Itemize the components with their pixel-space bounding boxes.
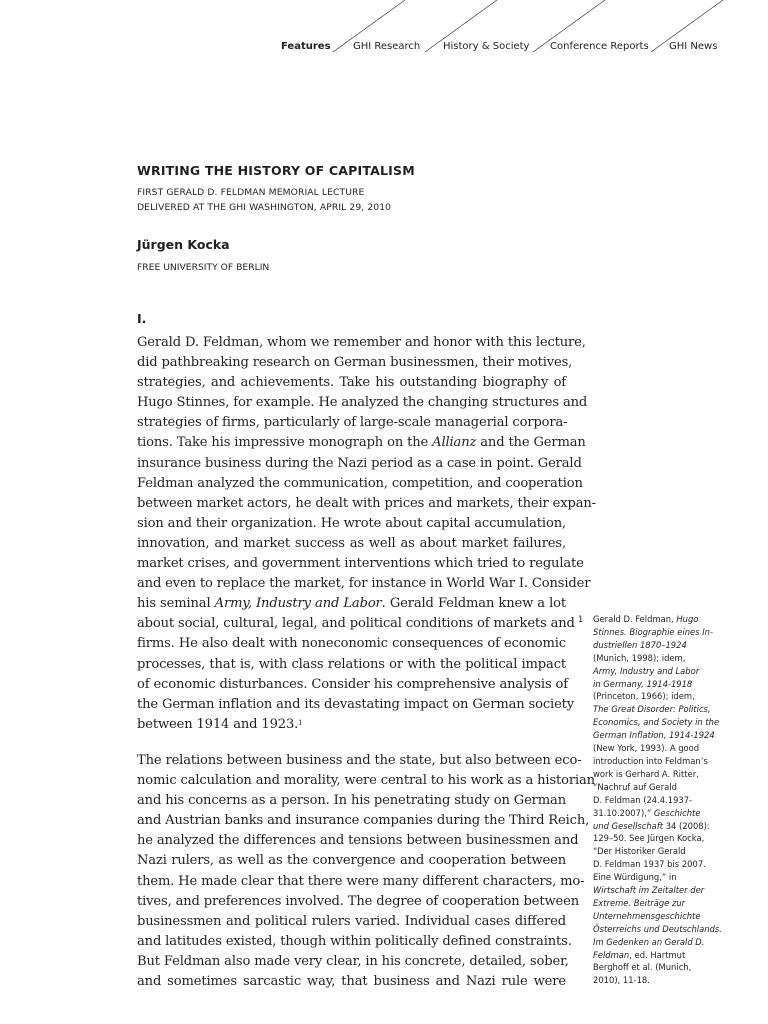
footnote-line: (New York, 1993). A good [593, 743, 700, 754]
paragraph-line: between 1914 and 1923.$^1$ [137, 716, 303, 732]
paragraph-line: strategies of firms, particularly of large-scale managerial corpora- [137, 415, 568, 431]
footnote-line: und Gesellschaft 34 (2008): [593, 820, 710, 831]
footnote-line: in Germany, 1914-1918 [593, 678, 693, 689]
author-name: Jürgen Kocka [137, 237, 230, 252]
footnote-line: 129–50. See Jürgen Kocka, [593, 833, 705, 844]
footnote-line: Österreichs und Deutschlands. [593, 923, 722, 934]
nav-item-conference-reports[interactable]: Conference Reports [550, 41, 649, 52]
footnote-line: D. Feldman 1937 bis 2007. [593, 859, 706, 870]
footnote-line: Extreme. Beiträge zur [593, 897, 686, 908]
footnote-line: 2010), 11-18. [593, 975, 650, 986]
footnote-line: Economics, and Society in the [593, 717, 720, 728]
footnote-line: Unternehmensgeschichte [593, 910, 701, 921]
paragraph-line: about social, cultural, legal, and political conditions of markets and [137, 616, 575, 632]
paragraph-line: sion and their organization. He wrote about capital accumulation, [137, 515, 566, 531]
paragraph-line: and his concerns as a person. In his penetrating study on German [137, 793, 566, 809]
footnote-line: (Munich, 1998); idem, [593, 652, 686, 663]
footnote-line: Stinnes. Biographie eines In- [593, 626, 714, 637]
paragraph-line: the German inflation and its devastating impact on German society [137, 696, 575, 712]
paragraph-line: strategies, and achievements. Take his outstanding biography of [137, 375, 566, 391]
body-paragraph-2 [137, 751, 595, 992]
footnote-line: introduction into Feldman’s [593, 755, 708, 766]
footnote-line: “Der Historiker Gerald [593, 846, 686, 857]
footnote-line: The Great Disorder: Politics, [593, 704, 711, 715]
article-subtitle-lecture: FIRST GERALD D. FELDMAN MEMORIAL LECTURE [137, 187, 365, 198]
paragraph-line: nomic calculation and morality, were central to his work as a historian [137, 773, 595, 789]
paragraph-line: between market actors, he dealt with prices and markets, their expan- [137, 495, 596, 511]
paragraph-line: market crises, and government interventions which tried to regulate [137, 556, 584, 572]
footnote-line: Feldman, ed. Hartmut [593, 949, 686, 960]
paragraph-line: Nazi rulers, as well as the convergence and cooperation between [137, 853, 566, 869]
paragraph-line: of economic disturbances. Consider his comprehensive analysis of [137, 676, 568, 692]
paragraph-line: and Austrian banks and insurance companies during the Third Reich, [137, 813, 590, 829]
paragraph-line: processes, that is, with class relations or with the political impact [137, 656, 566, 672]
footnote-line: 31.10.2007),” Geschichte [593, 807, 701, 818]
footnote-reference[interactable]: 1 [298, 718, 303, 727]
footnote-line: Army, Industry and Labor [593, 665, 700, 676]
paragraph-line: Feldman analyzed the communication, competition, and cooperation [137, 475, 583, 491]
nav-divider-lines [0, 0, 768, 70]
footnote-line: dustriellen 1870–1924 [593, 639, 687, 650]
footnote-line: Berghoff et al. (Munich, [593, 962, 692, 973]
author-affiliation: FREE UNIVERSITY OF BERLIN [137, 262, 270, 273]
paragraph-line: them. He made clear that there were many different characters, mo- [137, 873, 585, 889]
footnote-line: Wirtschaft im Zeitalter der [593, 885, 705, 896]
footnote-line: “Nachruf auf Gerald [593, 781, 677, 792]
footnote-line: Gerald D. Feldman, Hugo [593, 614, 699, 624]
paragraph-line: he analyzed the differences and tensions between businessmen and [137, 833, 579, 849]
nav-item-ghi-news[interactable]: GHI News [669, 41, 718, 52]
paragraph-line: tives, and preferences involved. The degree of cooperation between [137, 893, 580, 909]
article-title: WRITING THE HISTORY OF CAPITALISM [137, 163, 415, 178]
footnote-number: 1 [578, 614, 584, 624]
paragraph-line: Hugo Stinnes, for example. He analyzed the changing structures and [137, 395, 588, 411]
footnote-line: Eine Würdigung,” in [593, 872, 677, 883]
nav-item-features[interactable]: Features [281, 41, 331, 52]
body-paragraph-1 [137, 333, 596, 735]
section-heading: I. [137, 311, 147, 326]
paragraph-line: tions. Take his impressive monograph on the Allianz and the German [137, 435, 586, 451]
paragraph-line: Gerald D. Feldman, whom we remember and honor with this lecture, [137, 335, 586, 350]
footnote-line: D. Feldman (24.4.1937- [593, 794, 693, 805]
paragraph-line: The relations between business and the state, but also between eco- [137, 753, 582, 768]
paragraph-line: But Feldman also made very clear, in his concrete, detailed, sober, [137, 953, 569, 969]
paragraph-line: businessmen and political rulers varied. Individual cases differed [137, 913, 566, 929]
paragraph-line: insurance business during the Nazi period as a case in point. Gerald [137, 455, 582, 471]
paragraph-line: firms. He also dealt with noneconomic consequences of economic [137, 636, 566, 652]
paragraph-line: innovation, and market success as well as about market failures, [137, 535, 566, 551]
nav-item-history-society[interactable]: History & Society [443, 41, 530, 52]
footnote-text [593, 613, 733, 987]
paragraph-line: did pathbreaking research on German businessmen, their motives, [137, 355, 573, 371]
nav-item-ghi-research[interactable]: GHI Research [353, 41, 421, 52]
paragraph-line: and even to replace the market, for instance in World War I. Consider [137, 576, 591, 592]
paragraph-line: and sometimes sarcastic way, that business and Nazi rule were [137, 974, 566, 990]
article-subtitle-venue: DELIVERED AT THE GHI WASHINGTON, APRIL 29, 2010 [137, 202, 392, 213]
footnote-line: Im Gedenken an Gerald D. [593, 936, 705, 947]
footnote-line: German Inflation, 1914-1924 [593, 730, 715, 741]
footnote-line: work is Gerhard A. Ritter, [593, 768, 699, 779]
top-navigation [0, 0, 768, 70]
paragraph-line: and latitudes existed, though within politically defined constraints. [137, 933, 572, 949]
paragraph-line: his seminal Army, Industry and Labor. Gerald Feldman knew a lot [137, 596, 566, 612]
footnote-line: (Princeton, 1966); idem, [593, 691, 695, 702]
